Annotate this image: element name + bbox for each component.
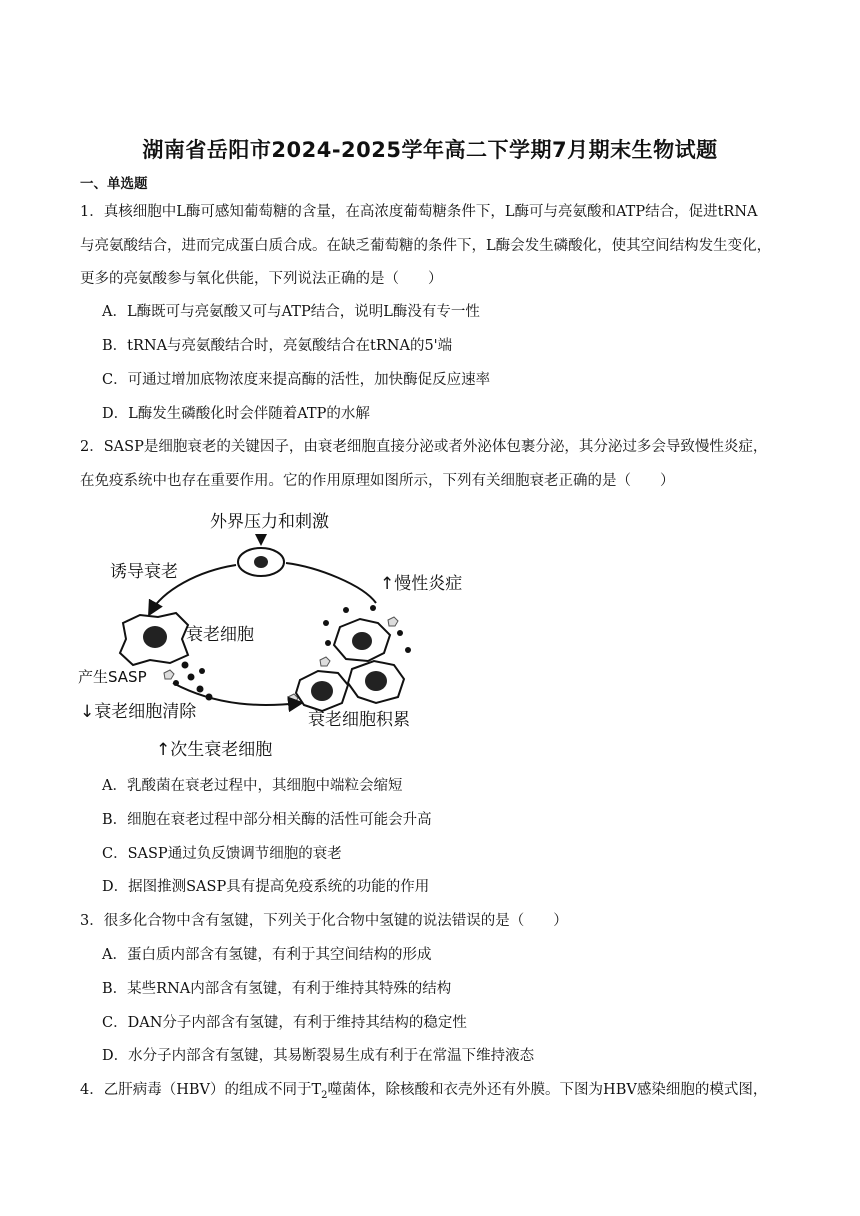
question-2-option-a: A．乳酸菌在衰老过程中，其细胞中端粒会缩短 [102, 778, 403, 794]
question-3-line-1: 3．很多化合物中含有氢键，下列关于化合物中氢键的说法错误的是（ ） [80, 913, 568, 929]
label-clearance: ↓衰老细胞清除 [80, 702, 197, 722]
question-1-option-b: B．tRNA与亮氨酸结合时，亮氨酸结合在tRNA的5'端 [102, 338, 453, 354]
accumulated-senescent-cells [296, 619, 404, 711]
question-3-option-d: D．水分子内部含有氢键，其易断裂易生成有利于在常温下维持液态 [102, 1048, 535, 1064]
question-2-option-c: C．SASP通过负反馈调节细胞的衰老 [102, 846, 342, 862]
label-external-stress: 外界压力和刺激 [210, 512, 329, 532]
question-2-line-2: 在免疫系统中也存在重要作用。它的作用原理如图所示，下列有关细胞衰老正确的是（ ） [80, 473, 675, 489]
question-1-option-a: A．L酶既可与亮氨酸又可与ATP结合，说明L酶没有专一性 [102, 304, 480, 320]
arrow-return [286, 563, 376, 603]
label-chronic-inflammation: ↑慢性炎症 [380, 574, 463, 594]
question-1-line-1: 1．真核细胞中L酶可感知葡萄糖的含量，在高浓度葡萄糖条件下，L酶可与亮氨酸和ATP结合，促进tRNA [80, 204, 758, 220]
question-4-line-1: 4．乙肝病毒（HBV）的组成不同于$T_2$噬菌体，除核酸和衣壳外还有外膜。下图为HBV感染细胞的模式图， [80, 1082, 768, 1101]
cell-senescence-diagram [78, 505, 478, 765]
question-1-option-c: C．可通过增加底物浓度来提高酶的活性，加快酶促反应速率 [102, 372, 491, 388]
question-3-option-a: A．蛋白质内部含有氢键，有利于其空间结构的形成 [102, 947, 432, 963]
question-1-line-2: 与亮氨酸结合，进而完成蛋白质合成。在缺乏葡萄糖的条件下，L酶会发生磷酸化，使其空间结构发生变化， [80, 238, 772, 254]
label-accumulation: 衰老细胞积累 [308, 710, 410, 730]
question-2-option-d: D．据图推测SASP具有提高免疫系统的功能的作用 [102, 879, 430, 895]
section-heading: 一、单选题 [80, 176, 148, 192]
question-2-option-b: B．细胞在衰老过程中部分相关酶的活性可能会升高 [102, 812, 432, 828]
question-1-line-3: 更多的亮氨酸参与氧化供能，下列说法正确的是（ ） [80, 271, 443, 287]
question-3-option-c: C．DAN分子内部含有氢键，有利于维持其结构的稳定性 [102, 1015, 467, 1031]
normal-cell [238, 548, 284, 576]
label-secondary-senescence: ↑次生衰老细胞 [156, 740, 273, 760]
page-title: 湖南省岳阳市2024-2025学年高二下学期7月期末生物试题 [142, 138, 718, 162]
label-senescent-cell: 衰老细胞 [186, 625, 254, 645]
label-produce-sasp: 产生SASP [78, 668, 147, 686]
question-3-option-b: B．某些RNA内部含有氢键，有利于维持其特殊的结构 [102, 981, 452, 997]
question-2-line-1: 2．SASP是细胞衰老的关键因子，由衰老细胞直接分泌或者外泌体包裹分泌，其分泌过多会导致慢性炎症， [80, 439, 768, 455]
label-induce-senescence: 诱导衰老 [110, 562, 178, 582]
question-1-option-d: D．L酶发生磷酸化时会伴随着ATP的水解 [102, 406, 370, 422]
senescent-cell [120, 613, 188, 665]
